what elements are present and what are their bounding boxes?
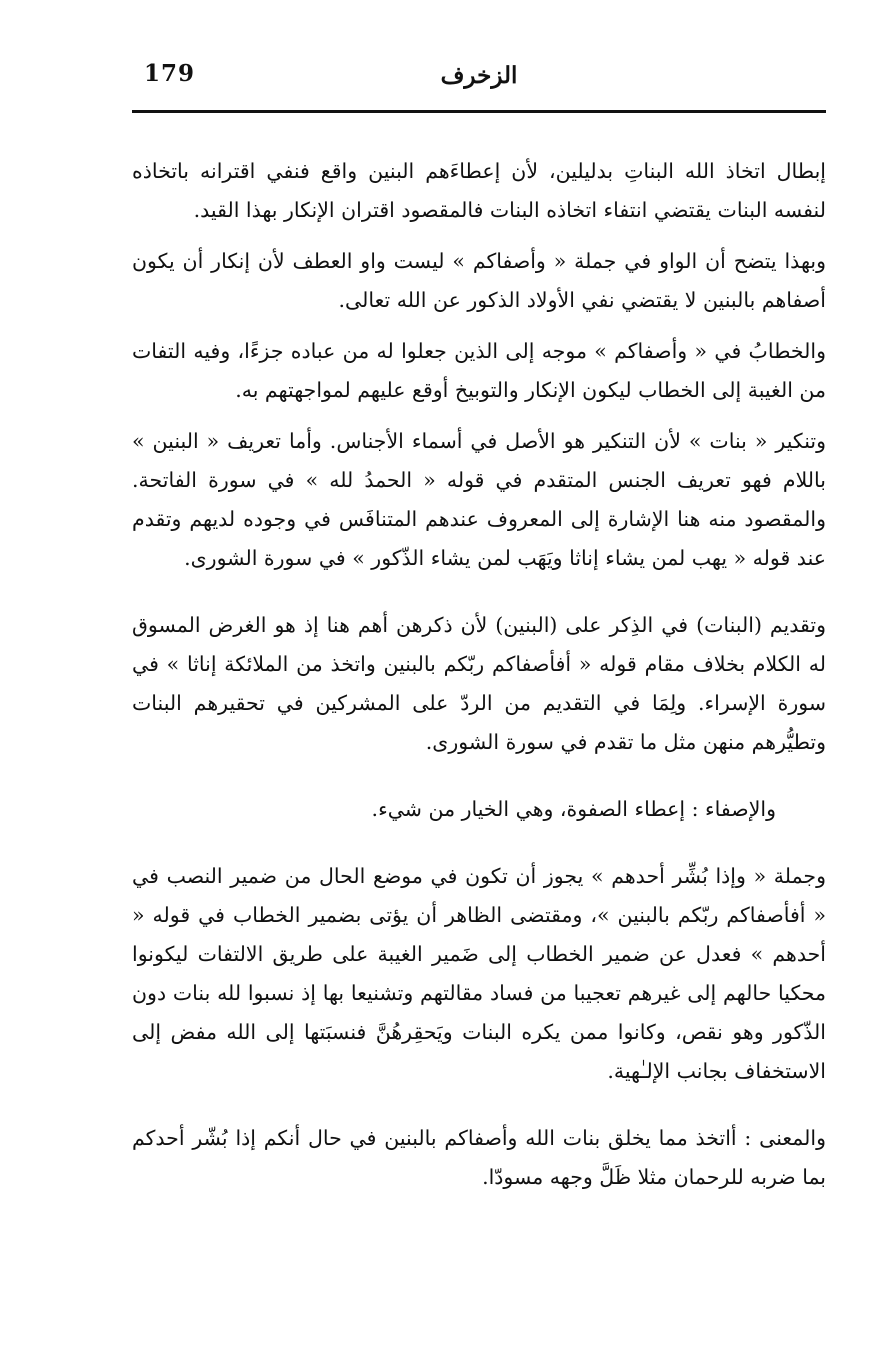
- header-rule: [132, 110, 826, 113]
- page-number: 179: [144, 60, 196, 87]
- paragraph: إبطال اتخاذ الله البناتِ بدليلين، لأن إعطاءَهم البنين واقع فنفي اقترانه باتخاذه لنفسه البنات يقتضي انتفاء اتخاذه البنات فالمقصود اقتران الإنكار بهذا القيد.: [132, 159, 826, 222]
- paragraph: والمعنى : أاتخذ مما يخلق بنات الله وأصفاكم بالبنين في حال أنكم إذا بُشّر أحدكم بما ضربه للرحمان مثلا ظَلَّ وجهه مسودّا.: [132, 1126, 826, 1189]
- paragraph: وجملة « وإذا بُشِّر أحدهم » يجوز أن تكون في موضع الحال من ضمير النصب في « أفأصفاكم ربّكم بالبنين »، ومقتضى الظاهر أن يؤتى بضمير الخطاب في قوله « أحدهم » فعدل عن ضمير الخطاب إلى ضَمير الغيبة على طريق الالتفات ليكونوا محكيا حالهم إلى غيرهم تعجيبا من فساد مقالتهم وتشنيعا بها إذ نسبوا لله بنات دون الذّكور وهو نقص، وكانوا ممن يكره البنات ويَحقِرهُنَّ فنسبَتها إلى الله مفض إلى الاستخفاف بجانب الإلـٰهية.: [132, 864, 826, 1083]
- paragraph: والإصفاء : إعطاء الصفوة، وهي الخيار من شيء.: [371, 797, 776, 821]
- paragraph: وتنكير « بنات » لأن التنكير هو الأصل في أسماء الأجناس. وأما تعريف « البنين » باللام فهو تعريف الجنس المتقدم في قوله « الحمدُ لله » في سورة الفاتحة. والمقصود منه هنا الإشارة إلى المعروف عندهم المتنافَس في وجوده لديهم وتقدم عند قوله « يهب لمن يشاء إناثا ويَهَب لمن يشاء الذّكور » في سورة الشورى.: [132, 429, 826, 570]
- paragraph: والخطابُ في « وأصفاكم » موجه إلى الذين جعلوا له من عباده جزءًا، وفيه التفات من الغيبة إلى الخطاب ليكون الإنكار والتوبيخ أوقع عليهم لمواجهتهم به.: [132, 339, 826, 402]
- running-title: الزخرف: [440, 62, 518, 89]
- page-body: [132, 152, 826, 1209]
- page-header: [132, 58, 826, 108]
- paragraph: وبهذا يتضح أن الواو في جملة « وأصفاكم » ليست واو العطف لأن إنكار أن يكون أصفاهم بالبنين لا يقتضي نفي الأولاد الذكور عن الله تعالى.: [132, 249, 826, 312]
- paragraph: وتقديم (البنات) في الذِكر على (البنين) لأن ذكرهن أهم هنا إذ هو الغرض المسوق له الكلام بخلاف مقام قوله « أفأصفاكم ربّكم بالبنين واتخذ من الملائكة إناثا » في سورة الإسراء. ولِمَا في التقديم من الردّ على المشركين في تحقيرهم البنات وتطيُّرهم منهن مثل ما تقدم في سورة الشورى.: [132, 613, 826, 754]
